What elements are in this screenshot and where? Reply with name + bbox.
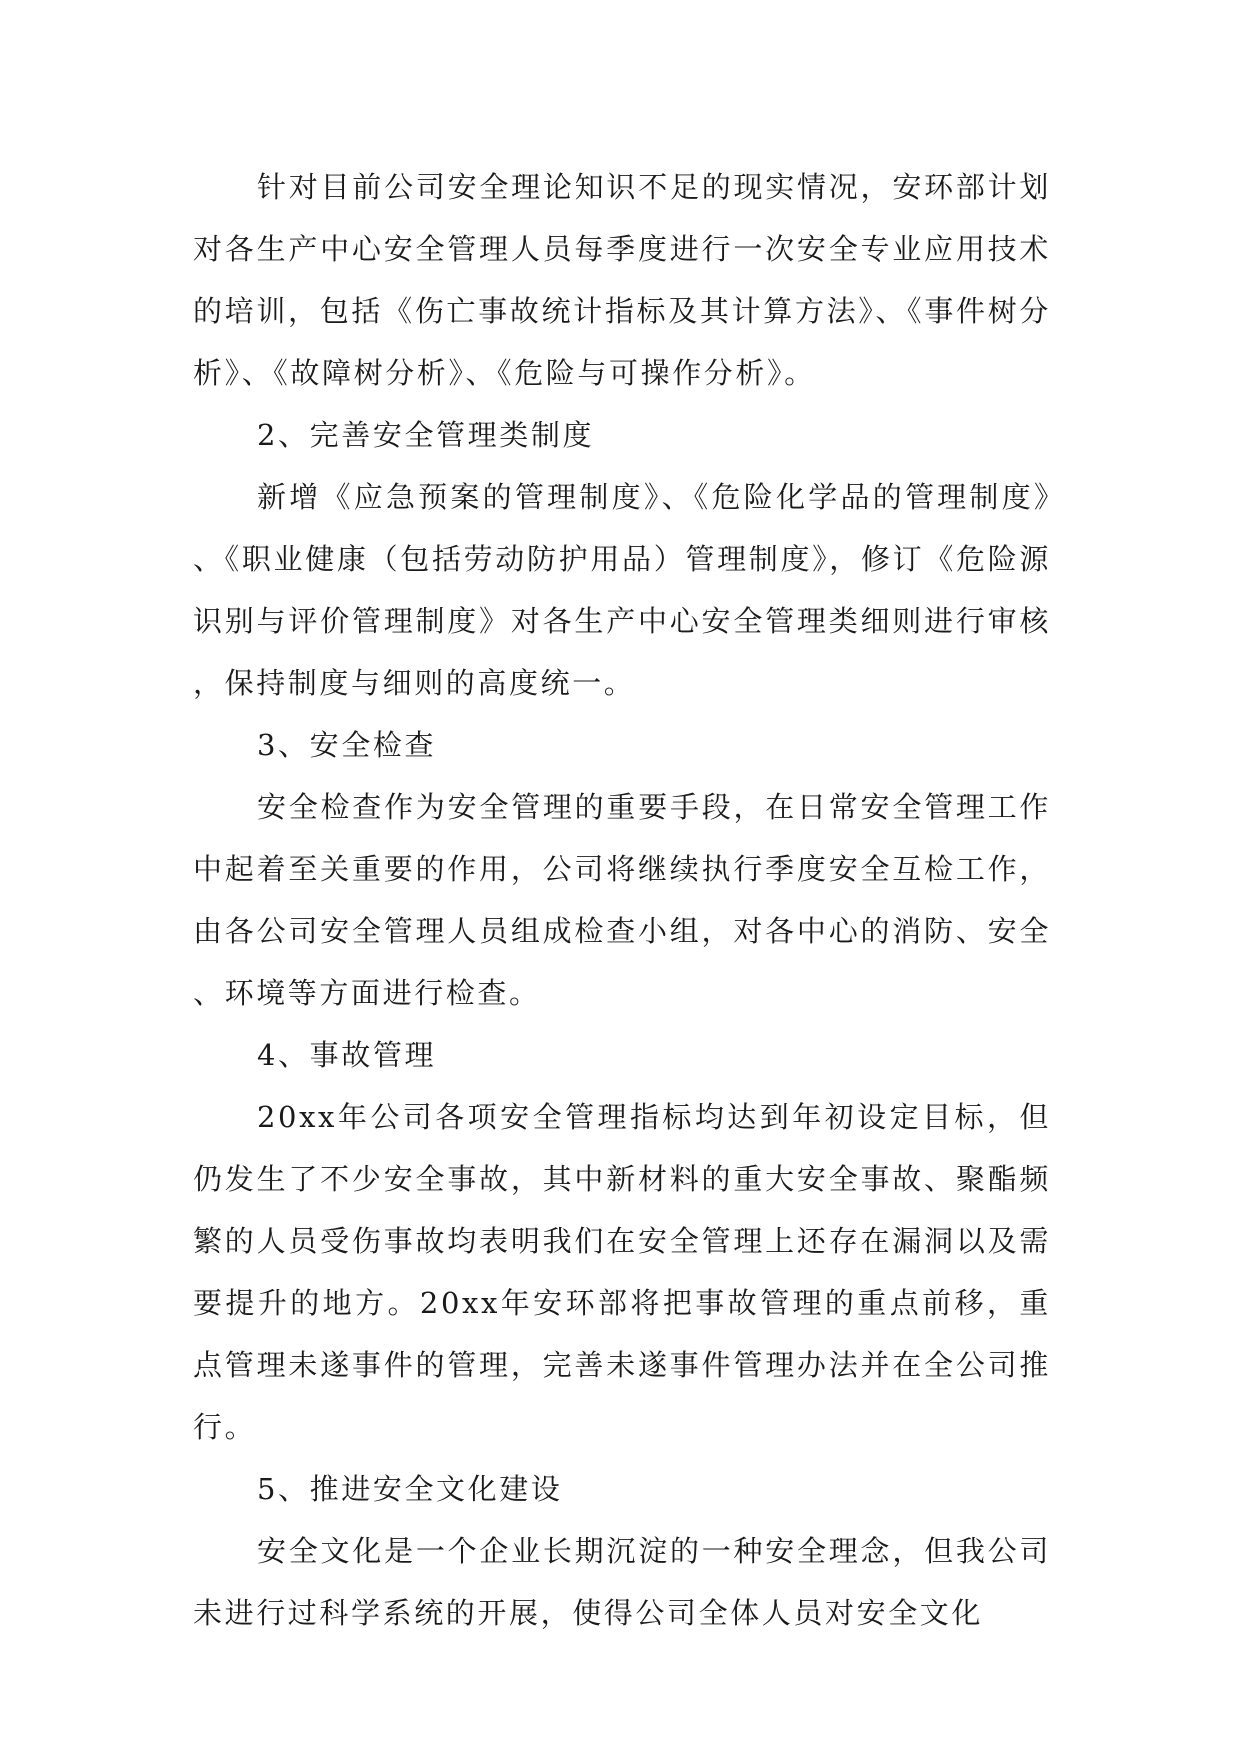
heading-management-system: 2、完善安全管理类制度 — [257, 418, 595, 452]
heading-safety-culture: 5、推进安全文化建设 — [257, 1472, 563, 1506]
paragraph-safety-inspection: 安全检查作为安全管理的重要手段，在日常安全管理工作中起着至关重要的作用，公司将继续执行季度安全互检工作，由各公司安全管理人员组成检查小组，对各中心的消防、安全、环境等方面进行检查。 — [193, 790, 1051, 1010]
heading-safety-inspection: 3、安全检查 — [257, 728, 437, 762]
paragraph-safety-culture: 安全文化是一个企业长期沉淀的一种安全理念，但我公司未进行过科学系统的开展，使得公司全体人员对安全文化 — [193, 1534, 1051, 1630]
document-body — [193, 156, 1051, 1644]
heading-accident-management: 4、事故管理 — [257, 1038, 437, 1072]
paragraph-accident-management: 20xx年公司各项安全管理指标均达到年初设定目标，但仍发生了不少安全事故，其中新材料的重大安全事故、聚酯频繁的人员受伤事故均表明我们在安全管理上还存在漏洞以及需要提升的地方。20xx年安环部将把事故管理的重点前移，重点管理未遂事件的管理，完善未遂事件管理办法并在全公司推行。 — [193, 1100, 1051, 1444]
paragraph-management-system: 新增《应急预案的管理制度》、《危险化学品的管理制度》、《职业健康（包括劳动防护用品）管理制度》，修订《危险源识别与评价管理制度》对各生产中心安全管理类细则进行审核，保持制度与细则的高度统一。 — [193, 480, 1051, 700]
paragraph-safety-training: 针对目前公司安全理论知识不足的现实情况，安环部计划对各生产中心安全管理人员每季度进行一次安全专业应用技术的培训，包括《伤亡事故统计指标及其计算方法》、《事件树分析》、《故障树分析》、《危险与可操作分析》。 — [193, 170, 1051, 390]
